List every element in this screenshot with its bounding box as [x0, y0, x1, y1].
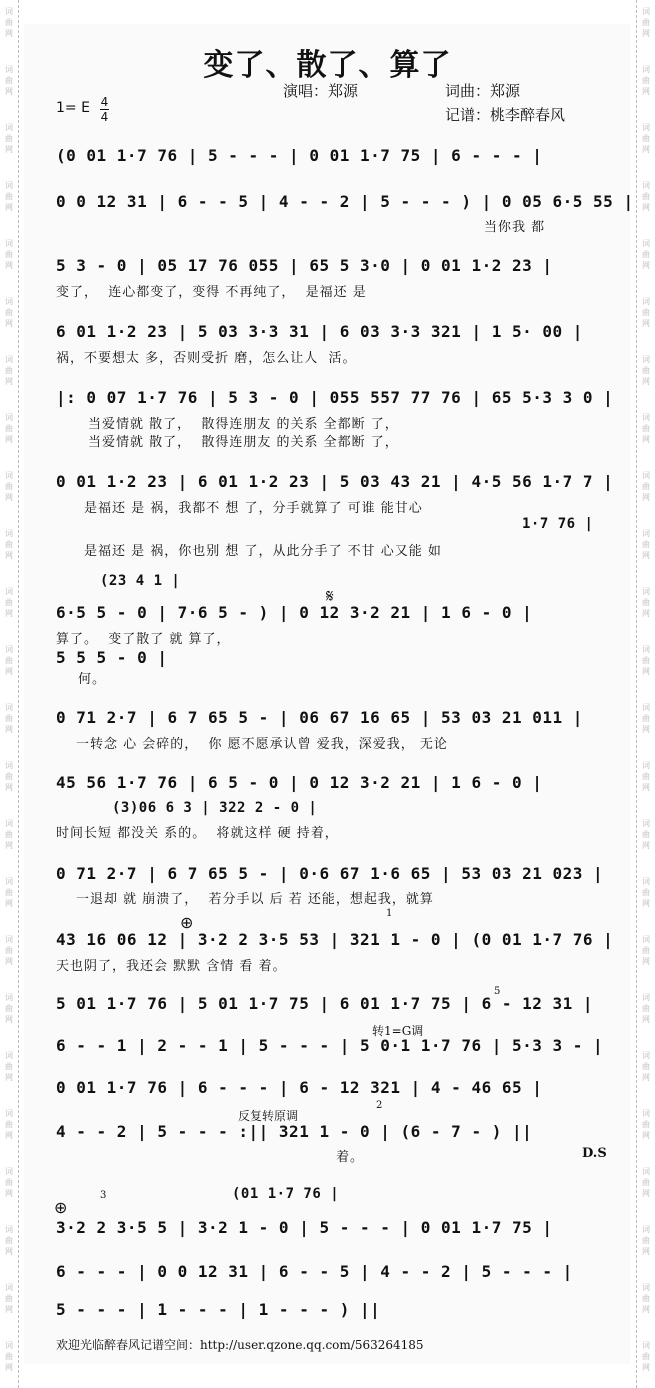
notation-line: 5 5 5 - 0 | [56, 648, 168, 667]
watermark-text: 词 曲 网 [5, 297, 13, 328]
right-watermark-strip [636, 0, 655, 1388]
notation-line: 1·7 76 | [522, 516, 594, 532]
watermark-text: 词 曲 网 [5, 1283, 13, 1314]
watermark-text: 词 曲 网 [642, 7, 650, 38]
page-title: 变了、散了、算了 [203, 48, 452, 83]
watermark-text: 词 曲 网 [642, 761, 650, 792]
notation-line: (0 01 1·7 76 | 5 - - - | 0 01 1·7 75 | 6 - - - | [56, 146, 543, 165]
notation-line: 5 3 - 0 | 05 17 76 055 | 65 5 3·0 | 0 01 1·2 23 | [56, 256, 553, 275]
notation-line: (01 1·7 76 | [232, 1186, 340, 1202]
watermark-text: 词 曲 网 [5, 123, 13, 154]
watermark-text: 词 曲 网 [5, 993, 13, 1024]
watermark-text: 词 曲 网 [5, 529, 13, 560]
notation-line: 0 71 2·7 | 6 7 65 5 - | 06 67 16 65 | 53 03 21 011 | [56, 708, 583, 727]
notation-line: 6 01 1·2 23 | 5 03 3·3 31 | 6 03 3·3 321 | 1 5· 00 | [56, 322, 583, 341]
lyric-line: 是福还 是 祸，我都不 想 了，分手就算了 可谁 能甘心 [84, 501, 423, 516]
lyric-line: 当爱情就 散了， 散得连朋友 的关系 全都断 了， [88, 417, 399, 432]
notation-line: |: 0 07 1·7 76 | 5 3 - 0 | 055 557 77 76 | 65 5·3 3 0 | [56, 388, 614, 407]
notation-line: (23 4 1 | [100, 573, 181, 589]
watermark-text: 词 曲 网 [642, 645, 650, 676]
watermark-text: 词 曲 网 [642, 471, 650, 502]
ending-two-label: 2 [376, 1100, 383, 1111]
watermark-text: 词 曲 网 [5, 1051, 13, 1082]
notation-line: 5 01 1·7 76 | 5 01 1·7 75 | 6 01 1·7 75 | 6 - 12 31 | [56, 994, 594, 1013]
notation-line: 45 56 1·7 76 | 6 5 - 0 | 0 12 3·2 21 | 1 6 - 0 | [56, 773, 543, 792]
watermark-text: 词 曲 网 [5, 587, 13, 618]
watermark-text: 词 曲 网 [5, 1167, 13, 1198]
watermark-text: 词 曲 网 [642, 703, 650, 734]
notation-line: 0 71 2·7 | 6 7 65 5 - | 0·6 67 1·6 65 | 53 03 21 023 | [56, 864, 604, 883]
lyric-line: 何。 [78, 672, 107, 687]
watermark-text: 词 曲 网 [642, 239, 650, 270]
notation-line: 6 - - 1 | 2 - - 1 | 5 - - - | 5 0·1 1·7 76 | 5·3 3 - | [56, 1036, 604, 1055]
notation-line: (3)06 6 3 | 322 2 - 0 | [112, 800, 318, 816]
ending-three-label: 3 [100, 1190, 107, 1201]
notation-line: 5 - - - | 1 - - - | 1 - - - ) || [56, 1300, 381, 1319]
watermark-text: 词 曲 网 [642, 935, 650, 966]
watermark-text: 词 曲 网 [642, 587, 650, 618]
watermark-text: 词 曲 网 [5, 65, 13, 96]
notation-line: 0 01 1·7 76 | 6 - - - | 6 - 12 321 | 4 - 46 65 | [56, 1078, 543, 1097]
segno-icon: 𝄋 [326, 586, 334, 607]
time-signature-bottom: 4 [100, 110, 109, 124]
lyric-line: 一转念 心 会碎的， 你 愿不愿承认曾 爱我，深爱我， 无论 [76, 737, 448, 752]
lyric-line: 当你我 都 [484, 220, 546, 235]
watermark-text: 词 曲 网 [642, 65, 650, 96]
ending-one-label: 1 [386, 908, 393, 919]
watermark-text: 词 曲 网 [642, 819, 650, 850]
watermark-text: 词 曲 网 [5, 935, 13, 966]
coda-icon: ⊕ [54, 1198, 68, 1217]
notation-line: 6·5 5 - 0 | 7·6 5 - ) | 0 12 3·2 21 | 1 6 - 0 | [56, 603, 533, 622]
time-signature-top: 4 [100, 95, 109, 109]
lyric-line: 当爱情就 散了， 散得连朋友 的关系 全都断 了， [88, 435, 399, 450]
transcriber-credit: 记谱：桃李醉春风 [445, 106, 566, 124]
watermark-text: 词 曲 网 [5, 413, 13, 444]
key-change-mark: 转1=G调 [372, 1024, 424, 1038]
notation-line: 4 - - 2 | 5 - - - :|| 321 1 - 0 | (6 - 7 - ) || [56, 1122, 533, 1141]
lyric-line: 天也阴了，我还会 默默 含情 看 着。 [56, 959, 287, 974]
watermark-text: 词 曲 网 [5, 877, 13, 908]
watermark-text: 词 曲 网 [642, 1341, 650, 1372]
lyric-line: 算了。 变了散了 就 算了， [56, 632, 231, 647]
watermark-text: 词 曲 网 [5, 645, 13, 676]
repeat-instruction: 反复转原调 [238, 1109, 299, 1123]
watermark-text: 词 曲 网 [642, 877, 650, 908]
singer-credit: 演唱：郑源 [283, 82, 359, 100]
watermark-text: 词 曲 网 [5, 819, 13, 850]
watermark-text: 词 曲 网 [642, 413, 650, 444]
lyric-line: 一退却 就 崩溃了， 若分手以 后 若 还能，想起我，就算 [76, 892, 434, 907]
lyric-line: 是福还 是 祸，你也别 想 了，从此分手了 不甘 心又能 如 [84, 544, 442, 559]
watermark-text: 词 曲 网 [642, 1109, 650, 1140]
watermark-text: 词 曲 网 [642, 1225, 650, 1256]
watermark-text: 词 曲 网 [642, 355, 650, 386]
lyric-line: 变了， 连心都变了，变得 不再纯了， 是福还 是 [56, 285, 367, 300]
accent-mark: 5 [494, 986, 501, 997]
watermark-text: 词 曲 网 [5, 355, 13, 386]
watermark-text: 词 曲 网 [642, 181, 650, 212]
key-signature: 1= E [56, 100, 90, 116]
watermark-text: 词 曲 网 [642, 993, 650, 1024]
watermark-text: 词 曲 网 [5, 7, 13, 38]
coda-icon: ⊕ [180, 913, 194, 932]
footer-link-text: 欢迎光临醉春风记谱空间：http://user.qzone.qq.com/563264185 [56, 1338, 424, 1352]
ds-mark: D.S [582, 1146, 607, 1161]
lyric-line: 时间长短 都没关 系的。 将就这样 硬 持着， [56, 826, 339, 841]
notation-line: 3·2 2 3·5 5 | 3·2 1 - 0 | 5 - - - | 0 01 1·7 75 | [56, 1218, 553, 1237]
watermark-text: 词 曲 网 [5, 1341, 13, 1372]
watermark-text: 词 曲 网 [642, 297, 650, 328]
watermark-text: 词 曲 网 [642, 529, 650, 560]
watermark-text: 词 曲 网 [5, 761, 13, 792]
notation-line: 6 - - - | 0 0 12 31 | 6 - - 5 | 4 - - 2 | 5 - - - | [56, 1262, 573, 1281]
lyric-line: 着。 [336, 1150, 365, 1165]
watermark-text: 词 曲 网 [642, 1167, 650, 1198]
watermark-text: 词 曲 网 [5, 181, 13, 212]
time-signature [100, 96, 109, 123]
watermark-text: 词 曲 网 [642, 1051, 650, 1082]
watermark-text: 词 曲 网 [5, 703, 13, 734]
watermark-text: 词 曲 网 [642, 123, 650, 154]
watermark-text: 词 曲 网 [5, 1225, 13, 1256]
watermark-text: 词 曲 网 [642, 1283, 650, 1314]
composer-credit: 词曲：郑源 [445, 82, 521, 100]
left-watermark-strip [0, 0, 19, 1388]
notation-line: 0 0 12 31 | 6 - - 5 | 4 - - 2 | 5 - - - ) | 0 05 6·5 55 | [56, 192, 634, 211]
watermark-text: 词 曲 网 [5, 239, 13, 270]
watermark-text: 词 曲 网 [5, 1109, 13, 1140]
notation-line: 0 01 1·2 23 | 6 01 1·2 23 | 5 03 43 21 | 4·5 56 1·7 7 | [56, 472, 614, 491]
notation-line: 43 16 06 12 | 3·2 2 3·5 53 | 321 1 - 0 | (0 01 1·7 76 | [56, 930, 614, 949]
watermark-text: 词 曲 网 [5, 471, 13, 502]
lyric-line: 祸，不要想太 多，否则受折 磨，怎么让人 活。 [56, 351, 357, 366]
